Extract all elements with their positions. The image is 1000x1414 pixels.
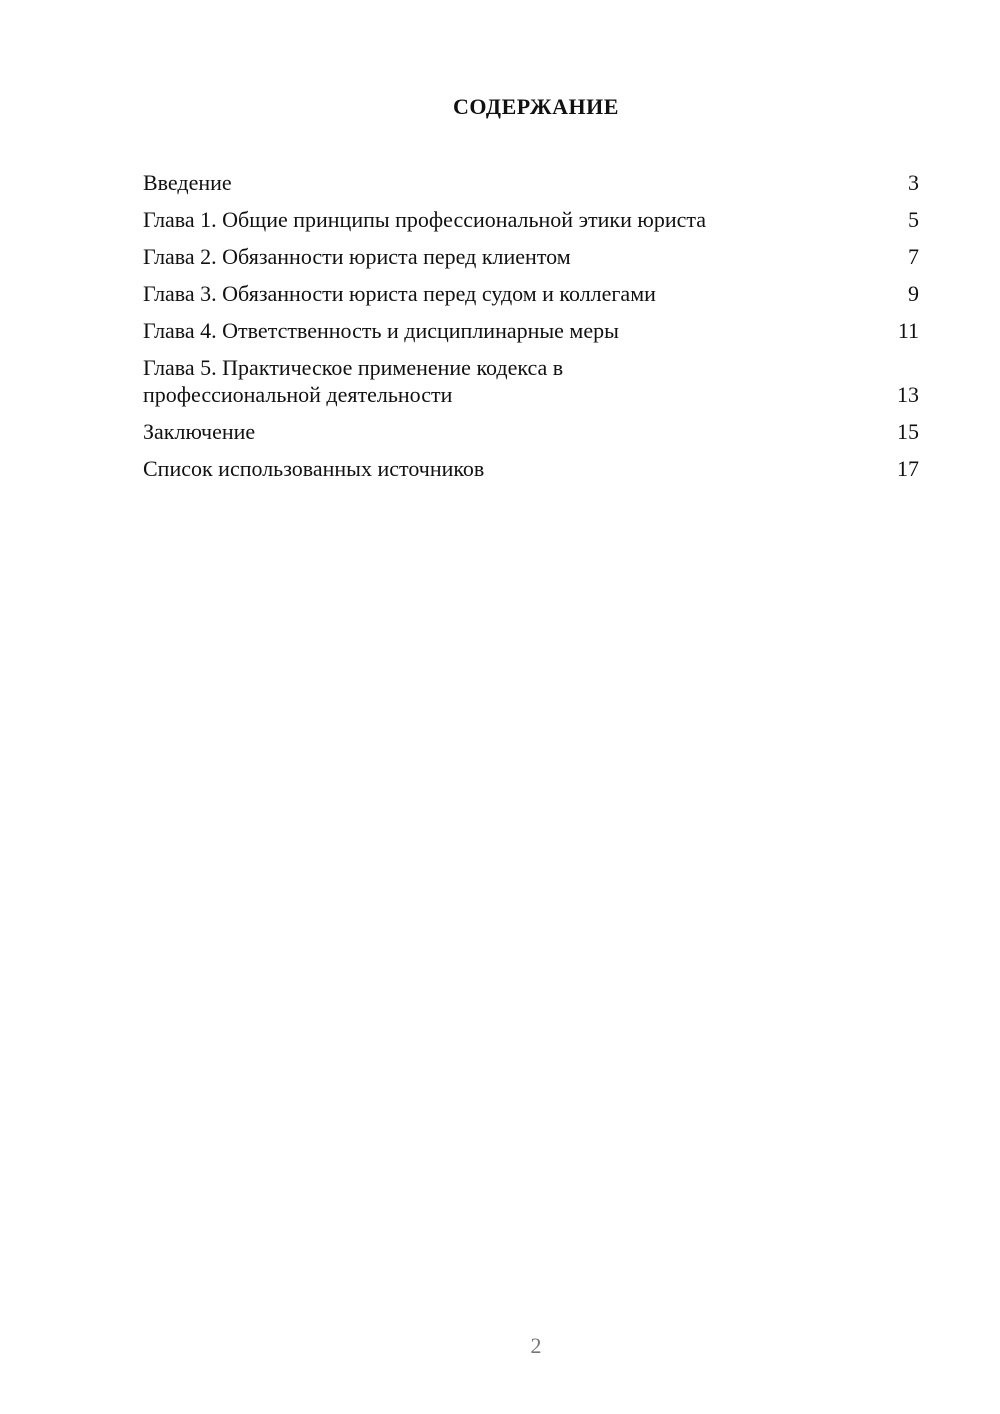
toc-entry-chapter-2[interactable] [143, 243, 919, 270]
page-title: СОДЕРЖАНИЕ [453, 94, 619, 119]
toc-entry-label: Глава 1. Общие принципы профессиональной этики юриста [143, 207, 706, 232]
toc-entry-label: Глава 4. Ответственность и дисциплинарные меры [143, 318, 619, 343]
toc-entry-page: 15 [897, 419, 919, 444]
toc-entry-label: Глава 3. Обязанности юриста перед судом и коллегами [143, 281, 656, 306]
toc-entry-page: 9 [908, 281, 919, 306]
toc-entry-references[interactable] [143, 455, 919, 482]
page-number: 2 [530, 1333, 542, 1358]
toc-entry-page: 5 [908, 207, 919, 232]
toc-entry-page: 3 [908, 170, 919, 195]
toc-entry-label: Глава 5. Практическое применение кодекса в профессиональной деятельности [143, 355, 564, 407]
toc-entry-conclusion[interactable] [143, 418, 919, 445]
toc-entry-label: Список использованных источников [143, 456, 485, 481]
toc-entry-page: 13 [897, 382, 919, 407]
toc-entry-page: 7 [908, 244, 919, 269]
toc-entry-page: 17 [897, 456, 919, 481]
toc-entry-introduction[interactable] [143, 169, 919, 196]
table-of-contents [143, 169, 919, 492]
toc-entry-label: Введение [143, 170, 232, 195]
toc-entry-label: Заключение [143, 419, 256, 444]
toc-entry-chapter-5[interactable] [143, 354, 919, 408]
toc-entry-chapter-3[interactable] [143, 280, 919, 307]
toc-entry-chapter-1[interactable] [143, 206, 919, 233]
toc-entry-label: Глава 2. Обязанности юриста перед клиентом [143, 244, 571, 269]
toc-entry-chapter-4[interactable] [143, 317, 919, 344]
toc-entry-page: 11 [897, 318, 919, 343]
